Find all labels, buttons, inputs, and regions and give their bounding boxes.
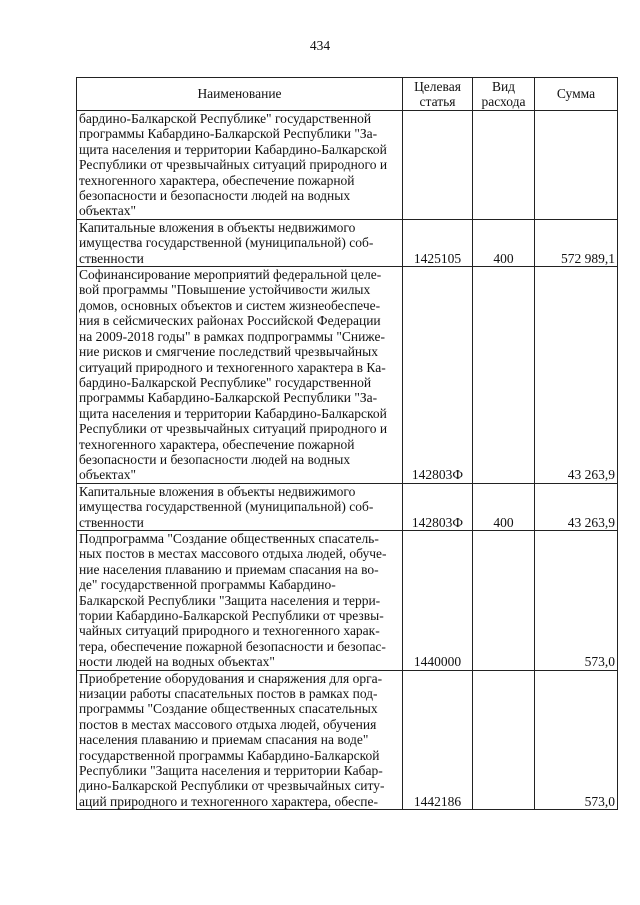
row-name: Капитальные вложения в объекты недвижимого имущества государственной (муниципальной) соб- ственности [77, 219, 403, 266]
row-amount: 43 263,9 [535, 483, 618, 530]
row-name: Приобретение оборудования и снаряжения для орга- низации работы спасательных постов в рамках под- программы "Создание общественных спасательных постов в местах массового отдыха людей, обучения населения плаванию и приемам спасания на воде" государственной программы Кабардино-Балкарской Республики "Защита населения и территории Кабар- дино-Балкарской Республики от чрезвычайных ситу- аций природного и техногенного характера, обеспе- [77, 670, 403, 810]
row-code: 142803Ф [403, 483, 473, 530]
row-name: бардино-Балкарской Республике" государственной программы Кабардино-Балкарской Республики "За- щита населения и территории Кабардино-Балкарской Республики от чрезвычайных ситуаций природного и техногенного характера, обеспечение пожарной безопасности и безопасности людей на водных объектах" [77, 111, 403, 220]
row-amount: 43 263,9 [535, 267, 618, 484]
row-amount: 572 989,1 [535, 219, 618, 266]
row-name: Подпрограмма "Создание общественных спасатель- ных постов в местах массового отдыха людей, обуче- ние населения плаванию и приемам спасания на во- де" государственной программы Кабардино- Балкарской Республики "Защита населения и терри- тории Кабардино-Балкарской Республики от чрезвы- чайных ситуаций природного и техногенного харак- тера, обеспечение пожарной безопасности и безопас- ности людей на водных объектах" [77, 530, 403, 670]
table-row [77, 219, 618, 266]
row-expense-type [473, 111, 535, 220]
row-name: Капитальные вложения в объекты недвижимого имущества государственной (муниципальной) соб- ственности [77, 483, 403, 530]
row-expense-type [473, 530, 535, 670]
table-body [77, 111, 618, 810]
row-code: 1425105 [403, 219, 473, 266]
row-expense-type [473, 670, 535, 810]
header-code: Целевая статья [403, 78, 473, 111]
header-expense-type: Вид расхода [473, 78, 535, 111]
table-row [77, 267, 618, 484]
table-row [77, 530, 618, 670]
row-expense-type: 400 [473, 219, 535, 266]
row-code [403, 111, 473, 220]
row-amount: 573,0 [535, 670, 618, 810]
page-number: 434 [309, 38, 331, 53]
row-code: 1440000 [403, 530, 473, 670]
row-amount [535, 111, 618, 220]
table-header [77, 78, 618, 111]
header-amount: Сумма [535, 78, 618, 111]
header-name: Наименование [77, 78, 403, 111]
table-row [77, 111, 618, 220]
budget-table [76, 77, 618, 810]
table-row [77, 483, 618, 530]
row-amount: 573,0 [535, 530, 618, 670]
row-name: Софинансирование мероприятий федеральной целе- вой программы "Повышение устойчивости жилых домов, основных объектов и систем жизнеобеспече- ния в сейсмических районах Российской Федерации на 2009-2018 годы" в рамках подпрограммы "Сниже- ние рисков и смягчение последствий чрезвычайных ситуаций природного и техногенного характера в Ка- бардино-Балкарской Республике" государственной программы Кабардино-Балкарской Республики "За- щита населения и территории Кабардино-Балкарской Республики от чрезвычайных ситуаций природного и техногенного характера, обеспечение пожарной безопасности и безопасности людей на водных объектах" [77, 267, 403, 484]
row-expense-type: 400 [473, 483, 535, 530]
row-code: 1442186 [403, 670, 473, 810]
table-row [77, 670, 618, 810]
row-code: 142803Ф [403, 267, 473, 484]
row-expense-type [473, 267, 535, 484]
header-row [77, 78, 618, 111]
